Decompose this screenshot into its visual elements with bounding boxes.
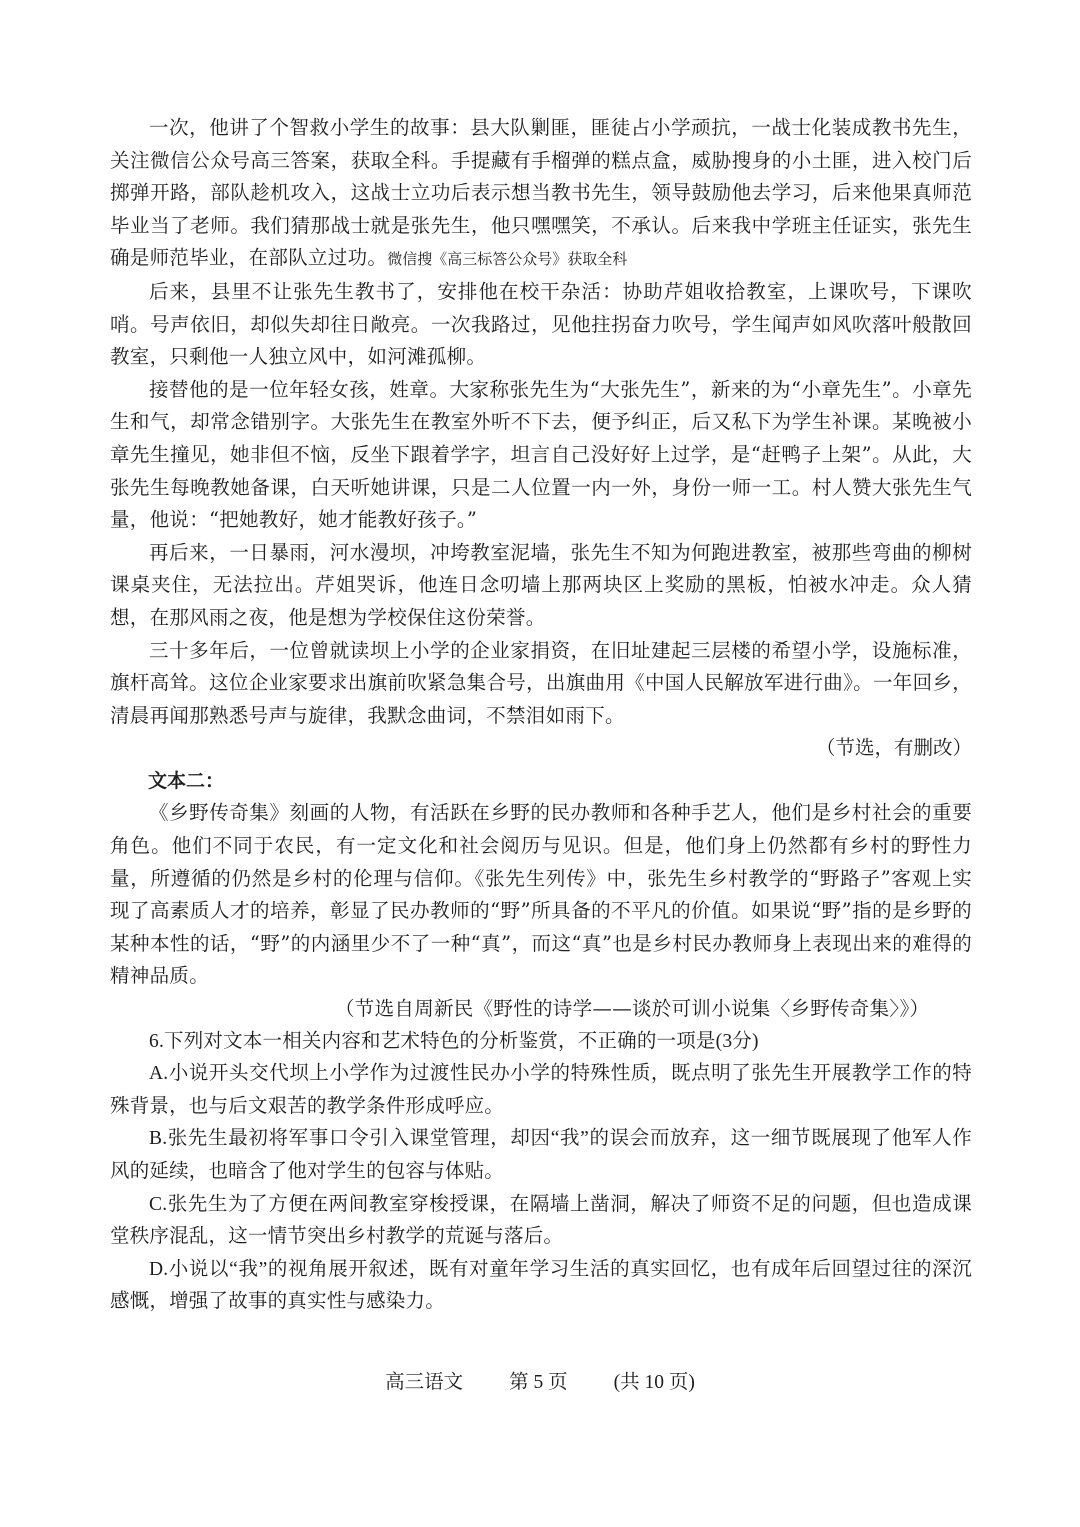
exam-page [110,112,972,1319]
text-one-source: （节选，有删改） [815,736,972,760]
footer-subject: 高三语文 [385,1372,464,1393]
text-one-paragraph: 再后来，一日暴雨，河水漫坝，冲垮教室泥墙，张先生不知为何跑进教室，被那些弯曲的柳树课桌夹住，无法拉出。芹姐哭诉，他连日念叨墙上那两块区上奖励的黑板，怕被水冲走。众人猜想，在那风雨之夜，他是想为学校保住这份荣誉。 [110,540,972,629]
question-option-c: C.张先生为了方便在两间教室穿梭授课，在隔墙上凿洞，解决了师资不足的问题，但也造成课堂秩序混乱，这一情节突出乡村教学的荒诞与落后。 [110,1193,972,1248]
text-one-paragraph: 后来，县里不让张先生教书了，安排他在校干杂活：协助芹姐收拾教室，上课吹号，下课吹哨。号声依旧，却似失却往日敞亮。一次我路过，见他拄拐奋力吹号，学生闻声如风吹落叶般散回教室，只剩他一人独立风中，如河滩孤柳。 [110,279,972,369]
question-option-b: B.张先生最初将军事口令引入课堂管理，却因“我”的误会而放弃，这一细节既展现了他军人作风的延续，也暗含了他对学生的包容与体贴。 [110,1128,972,1182]
watermark-text: 微信搜《高三标答公众号》获取全科 [387,250,628,269]
text-two-paragraph: 《乡野传奇集》刻画的人物，有活跃在乡野的民办教师和各种手艺人，他们是乡村社会的重要角色。他们不同于农民，有一定文化和社会阅历与见识。但是，他们身上仍然都有乡村的野性力量，所遵循的仍然是乡村的伦理与信仰。《张先生列传》中，张先生乡村教学的“野路子”客观上实现了高素质人才的培养，彰显了民办教师的“野”所具备的不平凡的价值。如果说“野”指的是乡野的某种本性的话，“野”的内涵里少不了一种“真”，而这“真”也是乡村民办教师身上表现出来的难得的精神品质。 [110,801,972,988]
question-option-a: A.小说开头交代坝上小学作为过渡性民办小学的特殊性质，既点明了张先生开展教学工作的特殊背景，也与后文艰苦的教学条件形成呼应。 [110,1063,972,1117]
text-two-citation: （节选自周新民《野性的诗学——谈於可训小说集〈乡野传奇集〉》） [335,997,930,1021]
text-one-paragraph [110,112,972,276]
text-one-paragraph: 接替他的是一位年轻女孩，姓章。大家称张先生为“大张先生”，新来的为“小章先生”。小章先生和气，却常念错别字。大张先生在教室外听不下去，便予纠正，后又私下为学生补课。某晚被小章先生撞见，她非但不恼，反坐下跟着学字，坦言自己没好好上过学，是“赶鸭子上架”。从此，大张先生每晚教她备课，白天听她讲课，只是二人位置一内一外，身份一师一工。村人赞大张先生气量，他说：“把她教好，她才能教好孩子。” [110,377,972,532]
paragraph-text: 一次，他讲了个智救小学生的故事：县大队剿匪，匪徒占小学顽抗，一战士化装成教书先生，关注微信公众号高三答案，获取全科。手提藏有手榴弹的糕点盒，威胁搜身的小土匪，进入校门后掷弹开路，部队趁机攻入，这战士立功后表示想当教书先生，领导鼓励他去学习，后来他果真师范毕业当了老师。我们猜那战士就是张先生，他只嘿嘿笑，不承认。后来我中学班主任证实，张先生确是师范毕业，在部队立过功。 [110,116,972,270]
footer-total-pages: (共 10 页) [613,1372,695,1393]
text-two-heading: 文本二： [148,769,225,792]
question-stem: 6.下列对文本一相关内容和艺术特色的分析鉴赏，不正确的一项是(3分) [149,1030,759,1052]
footer-page-number: 第 5 页 [509,1372,568,1393]
page-footer [0,1368,1080,1398]
text-one-paragraph: 三十多年后，一位曾就读坝上小学的企业家捐资，在旧址建起三层楼的希望小学，设施标准，旗杆高耸。这位企业家要求出旗前吹紧急集合号，出旗曲用《中国人民解放军进行曲》。一年回乡，清晨再闻那熟悉号声与旋律，我默念曲词，不禁泪如雨下。 [110,638,972,727]
question-option-d: D.小说以“我”的视角展开叙述，既有对童年学习生活的真实回忆，也有成年后回望过往的深沉感慨，增强了故事的真实性与感染力。 [110,1258,972,1313]
